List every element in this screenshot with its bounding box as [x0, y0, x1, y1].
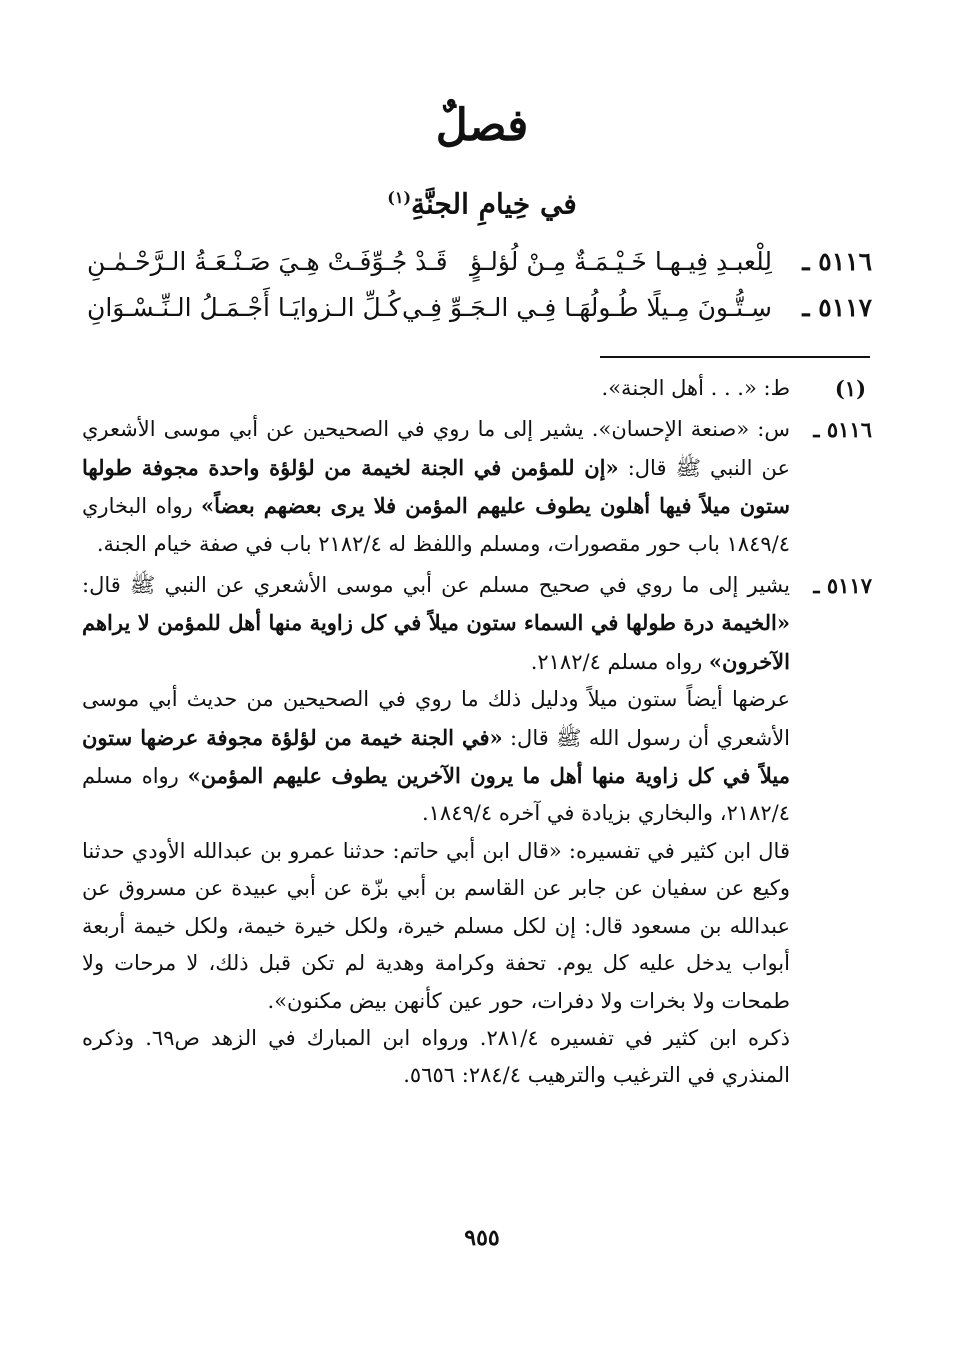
note-text: يشير إلى ما روي في صحيح مسلم عن أبي موسى الأشعري عن النبي ﷺ قال:: [82, 573, 790, 598]
footnote-separator: [600, 356, 870, 358]
verse-first-hemistich: لِلْعبـدِ فِيـهـا خَـيْـمَـةٌ مِـنْ لُؤلـؤٍ: [470, 247, 772, 276]
verse-first-hemistich: سِـتُّـونَ مِـيلًا طُـولُهَـا فِـي الـجَـوِّ فِـي: [401, 293, 772, 322]
section-title-text: في خِيامِ الجنَّةِ: [411, 187, 577, 221]
footnote-text: ط: «. . . أهل الجنة».: [601, 376, 790, 400]
verse-number: ٥١١٧ ـ: [802, 293, 872, 322]
hadith-quote: «في الجنة خيمة من لؤلؤة مجوفة عرضها ستون ميلاً في كل زاوية منها أهل ما يرون الآخرين يطوف عليهم المؤمن»: [82, 724, 790, 789]
footnotes-section: [82, 370, 872, 1099]
note-paragraph: [82, 411, 790, 563]
note-label: ٥١١٧ ـ: [813, 573, 872, 599]
footnote-1: [82, 370, 872, 407]
note-text: عرضها أيضاً ستون ميلاً ودليل ذلك ما روي في الصحيحين من حديث أبي موسى الأشعري أن رسول الله ﷺ قال:: [82, 687, 791, 750]
note-label: ٥١١٦ ـ: [813, 417, 872, 443]
verse-5117: [87, 286, 872, 330]
note-paragraph: ذكره ابن كثير في تفسيره ٢٨١/٤. ورواه ابن المبارك في الزهد ص٦٩. وذكره المنذري في الترغيب والترهيب ٢٨٤/٤: ٥٦٥٦.: [82, 1025, 790, 1088]
note-text: رواه مسلم ٢١٨٢/٤، والبخاري بزيادة في آخره ١٨٤٩/٤.: [82, 764, 790, 826]
hadith-quote: «إن للمؤمن في الجنة لخيمة من لؤلؤة واحدة مجوفة طولها ستون ميلاً فيها أهلون يطوف عليهم المؤمن فلا يرى بعضهم بعضاً»: [82, 454, 791, 519]
section-title: [0, 178, 964, 224]
note-text: رواه البخاري ١٨٤٩/٤ باب حور مقصورات، ومسلم واللفظ له ٢١٨٢/٤ باب في صفة خيام الجنة.: [82, 494, 790, 556]
note-paragraph: قال ابن كثير في تفسيره: «قال ابن أبي حاتم: حدثنا عمرو بن عبدالله الأودي حدثنا وكيع عن سفيان عن جابر عن القاسم بن أبي بزّة عن أبي عبيدة عن مسروق عن عبدالله بن مسعود قال: إن لكل مسلم خيرة، ولكل خيرة خيمة، ولكل خيمة أربعة أبواب يدخل عليه كل يوم. تحفة وكرامة وهدية لم تكن قبل ذلك، لا مرحات ولا طمحات ولا بخرات ولا دفرات، حور عين كأنهن بيض مكنون».: [82, 838, 790, 1013]
verse-number: ٥١١٦ ـ: [802, 247, 872, 276]
note-5117: [82, 567, 872, 1095]
note-paragraph: [82, 681, 790, 833]
note-text: رواه مسلم ٢١٨٢/٤.: [530, 649, 709, 674]
footnote-ref: (١): [387, 188, 412, 207]
note-5116: [82, 411, 872, 563]
footnote-label: (١): [834, 376, 866, 401]
verse-5116: [87, 240, 872, 284]
page-number: ٩٥٥: [464, 1225, 500, 1251]
verse-second-hemistich: قَـدْ جُـوِّفَـتْ هِـيَ صَـنْـعَـةُ الـرَّحْـمٰـنِ: [87, 247, 448, 276]
note-text: س: «صنعة الإحسان». يشير إلى ما روي في الصحيحين عن أبي موسى الأشعري عن النبي ﷺ قال:: [82, 417, 791, 480]
note-paragraph: [82, 567, 790, 681]
verse-second-hemistich: كُـلِّ الـزوايَـا أَجْـمَـلُ الـنِّـسْـوَانِ: [87, 293, 401, 322]
hadith-quote: «الخيمة درة طولها في السماء ستون ميلاً في كل زاوية منها أهل للمؤمن لا يراهم الآخرون»: [82, 610, 790, 674]
section-heading: فصلٌ: [435, 100, 529, 151]
